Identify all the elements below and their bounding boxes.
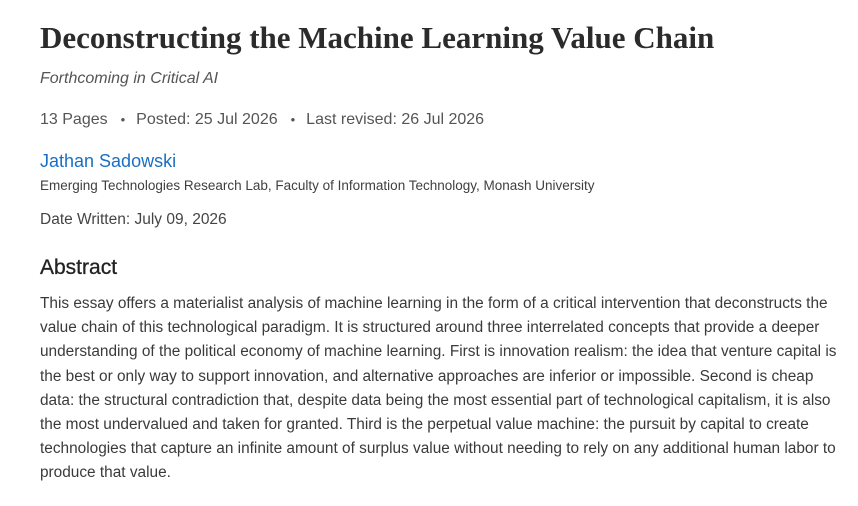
paper-title: Deconstructing the Machine Learning Value Chain <box>40 20 715 55</box>
paper-page <box>40 18 840 486</box>
abstract-heading: Abstract <box>40 256 118 279</box>
separator-dot: • <box>290 112 296 127</box>
paper-meta <box>40 109 840 131</box>
revised-date: Last revised: 26 Jul 2026 <box>306 111 485 128</box>
author-link[interactable]: Jathan Sadowski <box>40 151 177 171</box>
separator-dot: • <box>120 112 126 127</box>
posted-date: Posted: 25 Jul 2026 <box>136 111 278 128</box>
author-affiliation: Emerging Technologies Research Lab, Faculty of Information Technology, Monash University <box>40 178 595 193</box>
abstract-text: This essay offers a materialist analysis of machine learning in the form of a critical intervention that deconstructs the value chain of this technological paradigm. It is structured around three interrelated concepts that provide a deeper understanding of the political economy of machine learning. First is innovation realism: the idea that venture capital is the best or only way to support innovation, and alternative approaches are inferior or impossible. Second is cheap data: the structural contradiction that, despite data being the most essential part of technological capitalism, it is also the most undervalued and taken for granted. Third is the perpetual value machine: the pursuit by capital to create technologies that capture an infinite amount of surplus value without needing to rely on any additional human labor to produce that value. <box>40 295 837 482</box>
venue-note: Forthcoming in Critical AI <box>40 70 219 87</box>
date-written: Date Written: July 09, 2026 <box>40 211 227 228</box>
page-count: 13 Pages <box>40 111 108 128</box>
